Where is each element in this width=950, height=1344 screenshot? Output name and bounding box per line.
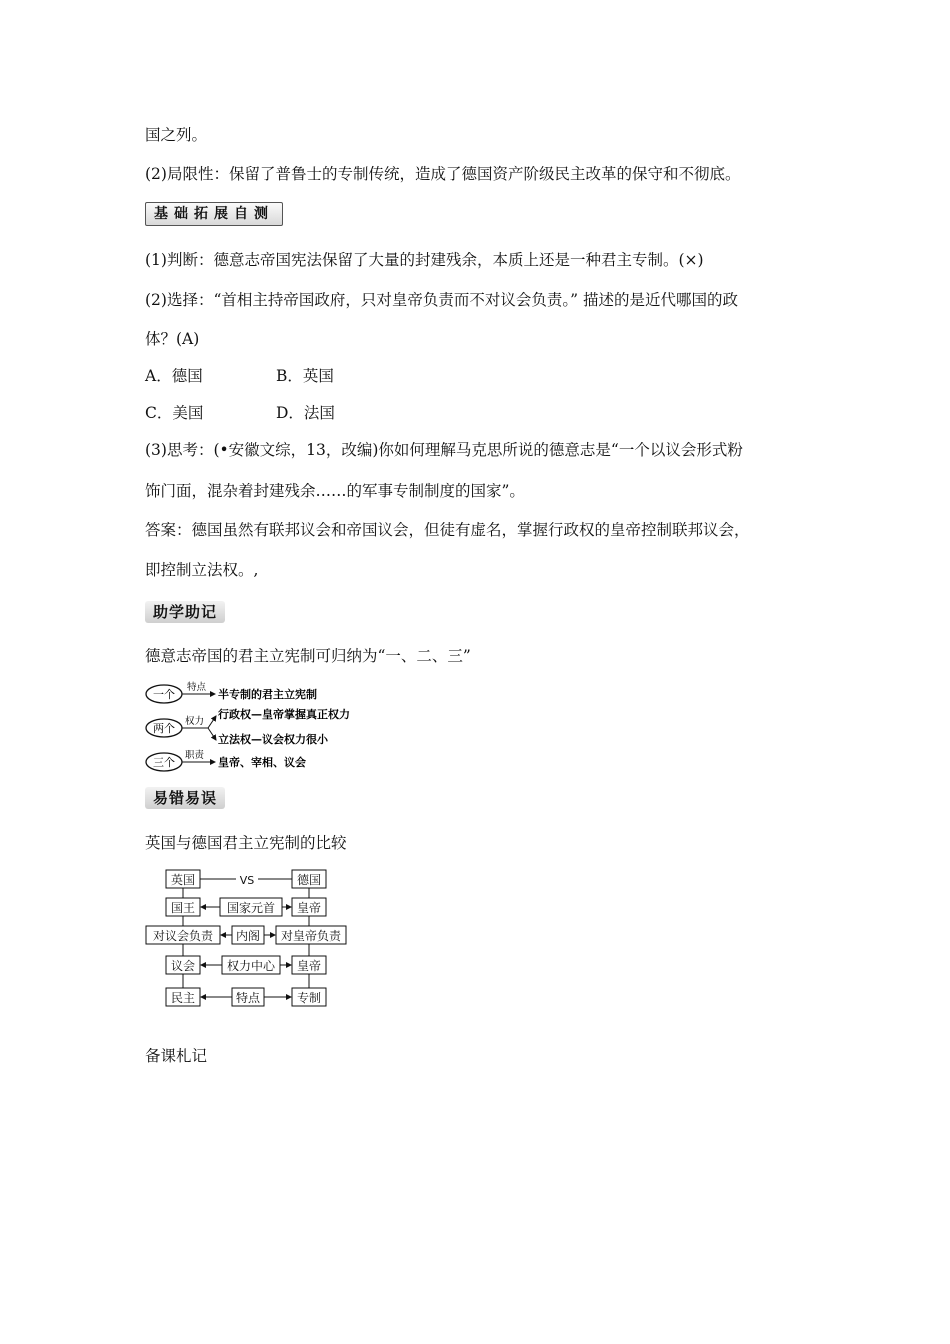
question-think-line-2: 饰门面，混杂着封建残余……的军事专制制度的国家”。 xyxy=(145,482,525,500)
error-text: 英国与德国君主立宪制的比较 xyxy=(145,834,347,852)
compare-vs: VS xyxy=(239,874,255,887)
section-banner-basic: 基础拓展自测 xyxy=(145,202,283,226)
section-banner-error: 易错易误 xyxy=(145,787,225,809)
label-power: 权力 xyxy=(185,716,205,727)
option-b: B．英国 xyxy=(276,367,334,385)
question-choice-line-1: (2)选择：“首相主持帝国政府，只对皇帝负责而不对议会负责。” 描述的是近代哪国的政 xyxy=(145,291,738,309)
compare-row1-mid: 国家元首 xyxy=(226,901,276,915)
answer-line-1: 答案：德国虽然有联邦议会和帝国议会，但徒有虚名，掌握行政权的皇帝控制联邦议会， xyxy=(145,521,750,539)
label-feature: 特点 xyxy=(187,682,207,693)
compare-row3-mid: 权力中心 xyxy=(226,959,276,973)
item-executive: 行政权—皇帝掌握真正权力 xyxy=(218,708,350,721)
compare-row2-mid: 内阁 xyxy=(235,929,261,943)
label-duty: 职责 xyxy=(185,750,205,761)
comparison-diagram xyxy=(140,862,360,1012)
oval-three-text: 三个 xyxy=(153,756,175,769)
compare-row3-left: 议会 xyxy=(170,959,196,973)
mnemonic-diagram xyxy=(140,678,400,778)
option-a: A．德国 xyxy=(145,367,203,385)
answer-line-2: 即控制立法权。, xyxy=(145,561,259,579)
compare-row1-left: 国王 xyxy=(170,901,196,915)
intro-limitations: (2)局限性：保留了普鲁士的专制传统，造成了德国资产阶级民主改革的保守和不彻底。 xyxy=(145,165,741,183)
oval-one-text: 一个 xyxy=(153,688,175,701)
compare-row4-mid: 特点 xyxy=(235,991,261,1005)
compare-row2-right: 对皇帝负责 xyxy=(280,929,342,943)
compare-row1-right: 皇帝 xyxy=(296,901,322,915)
section-banner-help: 助学助记 xyxy=(145,601,225,623)
oval-two-text: 两个 xyxy=(153,722,175,735)
compare-right-title: 德国 xyxy=(296,873,322,887)
item-feature: 半专制的君主立宪制 xyxy=(218,688,317,701)
help-text: 德意志帝国的君主立宪制可归纳为“一、二、三” xyxy=(145,647,471,665)
item-legislative: 立法权—议会权力很小 xyxy=(218,733,328,746)
compare-row4-left: 民主 xyxy=(170,991,196,1005)
question-think-line-1: (3)思考：(•安徽文综，13，改编)你如何理解马克思所说的德意志是“一个以议会形式粉 xyxy=(145,441,743,459)
notes-label: 备课札记 xyxy=(145,1047,208,1065)
intro-line-1: 国之列。 xyxy=(145,126,208,144)
question-choice-line-2: 体？(A) xyxy=(145,330,200,348)
compare-row4-right: 专制 xyxy=(296,991,322,1005)
option-c: C．美国 xyxy=(145,404,204,422)
compare-left-title: 英国 xyxy=(170,873,196,887)
compare-row3-right: 皇帝 xyxy=(296,959,322,973)
question-judge: (1)判断：德意志帝国宪法保留了大量的封建残余，本质上还是一种君主专制。(×) xyxy=(145,251,704,269)
option-d: D．法国 xyxy=(276,404,335,422)
compare-row2-left: 对议会负责 xyxy=(152,929,214,943)
item-duty: 皇帝、宰相、议会 xyxy=(218,756,306,769)
